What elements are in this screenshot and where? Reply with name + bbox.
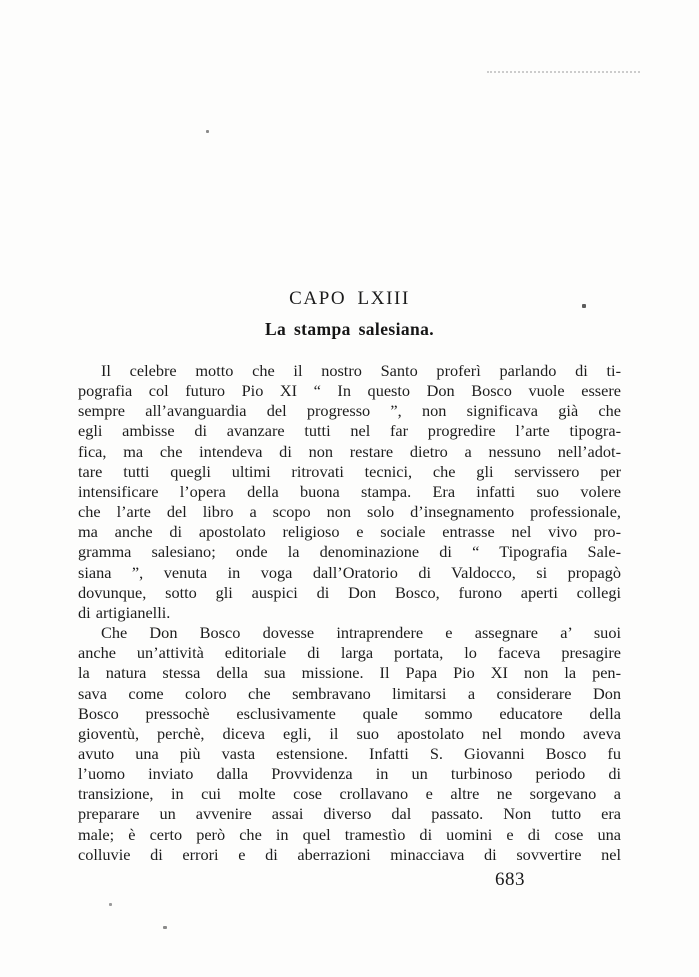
text-line: egli ambisse di avanzare tutti nel far progredire l’arte tipogra-: [78, 421, 621, 441]
text-line: fica, ma che intendeva di non restare dietro a nessuno nell’adot-: [78, 441, 621, 461]
body-text: [78, 361, 621, 865]
text-line: colluvie di errori e di aberrazioni minacciava di sovvertire nel: [78, 844, 621, 864]
text-line: Il celebre motto che il nostro Santo proferì parlando di ti-: [101, 361, 621, 380]
text-line: la natura stessa della sua missione. Il Papa Pio XI non la pen-: [78, 663, 621, 683]
text-line: sempre all’avanguardia del progresso ”, non significava già che: [78, 401, 621, 421]
text-line: ma anche di apostolato religioso e sociale entrasse nel vivo pro-: [78, 522, 621, 542]
scan-speck: [109, 903, 112, 906]
section-title: La stampa salesiana.: [264, 319, 435, 339]
text-line: preparare un avvenire assai diverso dal passato. Non tutto era: [78, 804, 621, 824]
text-line: gioventù, perchè, diceva egli, il suo apostolato nel mondo aveva: [78, 723, 621, 743]
text-line: intensificare l’opera della buona stampa. Era infatti suo volere: [78, 481, 621, 501]
text-line: pografia col futuro Pio XI “ In questo Don Bosco vuole essere: [78, 381, 621, 401]
text-line: di artigianelli.: [78, 602, 171, 622]
text-line: gramma salesiano; onde la denominazione di “ Tipografia Sale-: [78, 542, 621, 562]
text-line: Che Don Bosco dovesse intraprendere e assegnare a’ suoi: [101, 623, 621, 643]
text-line: l’uomo inviato dalla Provvidenza in un turbinoso periodo di: [78, 764, 621, 784]
text-line: male; è certo però che in quel tramestìo di uomini e di cose una: [78, 824, 621, 844]
text-line: tare tutti quegli ultimi ritrovati tecnici, che gli servissero per: [78, 461, 621, 481]
text-line: transizione, in cui molte cose crollavano e altre ne sorgevano a: [78, 784, 621, 804]
text-line: siana ”, venuta in voga dall’Oratorio di Valdocco, si propagò: [78, 562, 621, 582]
chapter-heading: CAPO LXIII: [289, 288, 410, 309]
paragraph: [78, 361, 621, 623]
scan-speck: [206, 130, 209, 133]
text-line: dovunque, sotto gli auspici di Don Bosco, furono aperti collegi: [78, 582, 621, 602]
text-line: che l’arte del libro a scopo non solo d’insegnamento professionale,: [78, 502, 621, 522]
text-line: Bosco pressochè esclusivamente quale sommo educatore della: [78, 703, 621, 723]
text-line: sava come coloro che sembravano limitarsi a considerare Don: [78, 683, 621, 703]
text-line: anche un’attività editoriale di larga portata, lo faceva presagire: [78, 643, 621, 663]
paragraph: [78, 623, 621, 865]
page-number: 683: [495, 869, 525, 890]
scan-speck: [163, 926, 167, 929]
text-line: avuto una più vasta estensione. Infatti S. Giovanni Bosco fu: [78, 743, 621, 763]
scan-artifact-dotted-line: [487, 71, 640, 73]
